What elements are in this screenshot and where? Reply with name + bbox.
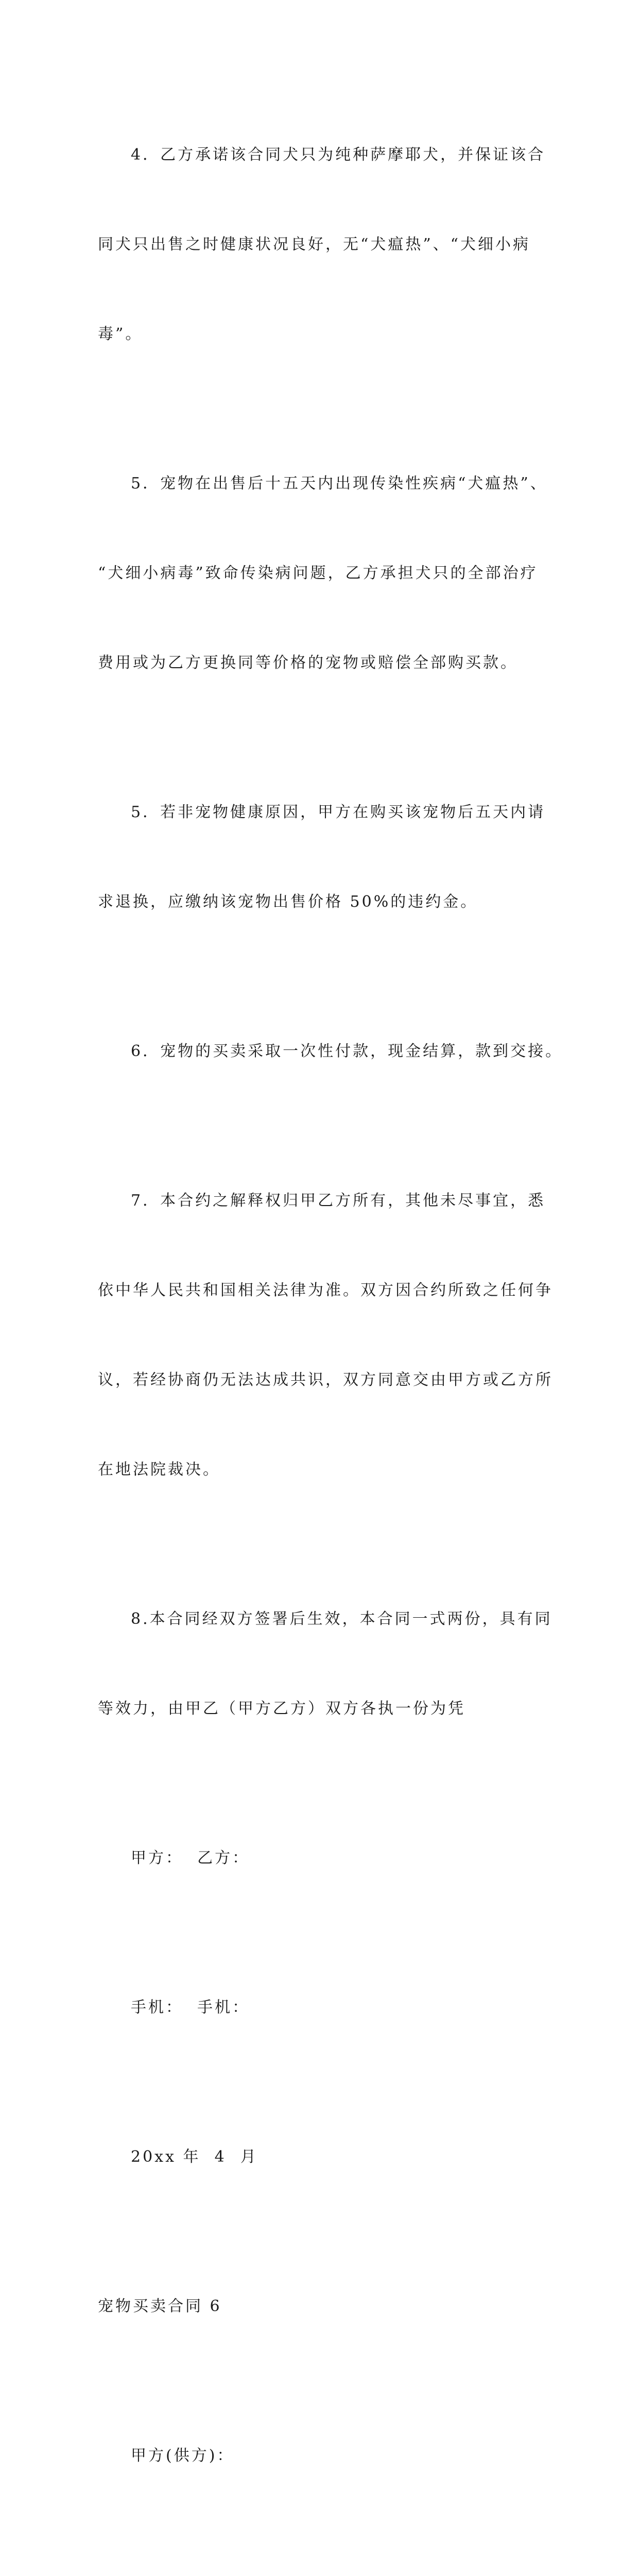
clause-5a-line-3: 费用或为乙方更换同等价格的宠物或赔偿全部购买款。	[98, 654, 518, 672]
signature-phones	[98, 1933, 551, 2082]
clause-7-line-3: 议，若经协商仍无法达成共识，双方同意交由甲方或乙方所	[98, 1371, 553, 1389]
signature-phones-text: 手机： 手机：	[131, 1998, 250, 2016]
clause-7	[98, 1126, 551, 1545]
clause-5b-line-2: 求退换，应缴纳该宠物出售价格 50%的违约金。	[98, 893, 478, 911]
party-b	[98, 2531, 551, 2576]
signature-parties-text: 甲方： 乙方：	[131, 1849, 250, 1867]
clause-7-line-1: 7．本合约之解释权归甲乙方所有，其他未尽事宜，悉	[131, 1192, 546, 1210]
document-body	[98, 80, 563, 2576]
clause-5a-line-1: 5．宠物在出售后十五天内出现传染性疾病“犬瘟热”、	[131, 474, 548, 493]
signature-parties	[98, 1784, 551, 1933]
clause-4-line-2: 同犬只出售之时健康状况良好，无“犬瘟热”、“犬细小病	[98, 235, 531, 253]
clause-4	[98, 80, 551, 409]
clause-6	[98, 977, 563, 1126]
clause-5b-line-1: 5．若非宠物健康原因，甲方在购买该宠物后五天内请	[131, 803, 546, 821]
clause-7-line-4: 在地法院裁决。	[98, 1461, 220, 1479]
clause-5b	[98, 738, 551, 977]
clause-8-line-2: 等效力，由甲乙（甲方乙方）双方各执一份为凭	[98, 1700, 465, 1718]
clause-5a-line-2: “犬细小病毒”致命传染病问题，乙方承担犬只的全部治疗	[98, 564, 538, 582]
party-a-text: 甲方(供方)：	[131, 2447, 235, 2465]
contract-date	[98, 2082, 551, 2232]
section-title	[98, 2232, 551, 2381]
clause-6-line-1: 6．宠物的买卖采取一次性付款，现金结算，款到交接。	[131, 1042, 563, 1060]
clause-5a	[98, 409, 551, 738]
clause-4-line-1: 4．乙方承诺该合同犬只为纯种萨摩耶犬，并保证该合	[131, 146, 546, 164]
clause-8	[98, 1545, 551, 1784]
clause-8-line-1: 8.本合同经双方签署后生效，本合同一式两份，具有同	[131, 1610, 552, 1628]
clause-4-line-3: 毒”。	[98, 325, 143, 343]
party-a	[98, 2381, 551, 2531]
contract-date-text: 20xx 年 4 月	[131, 2148, 258, 2166]
clause-7-line-2: 依中华人民共和国相关法律为准。双方因合约所致之任何争	[98, 1281, 553, 1299]
section-title-text: 宠物买卖合同 6	[98, 2297, 222, 2315]
